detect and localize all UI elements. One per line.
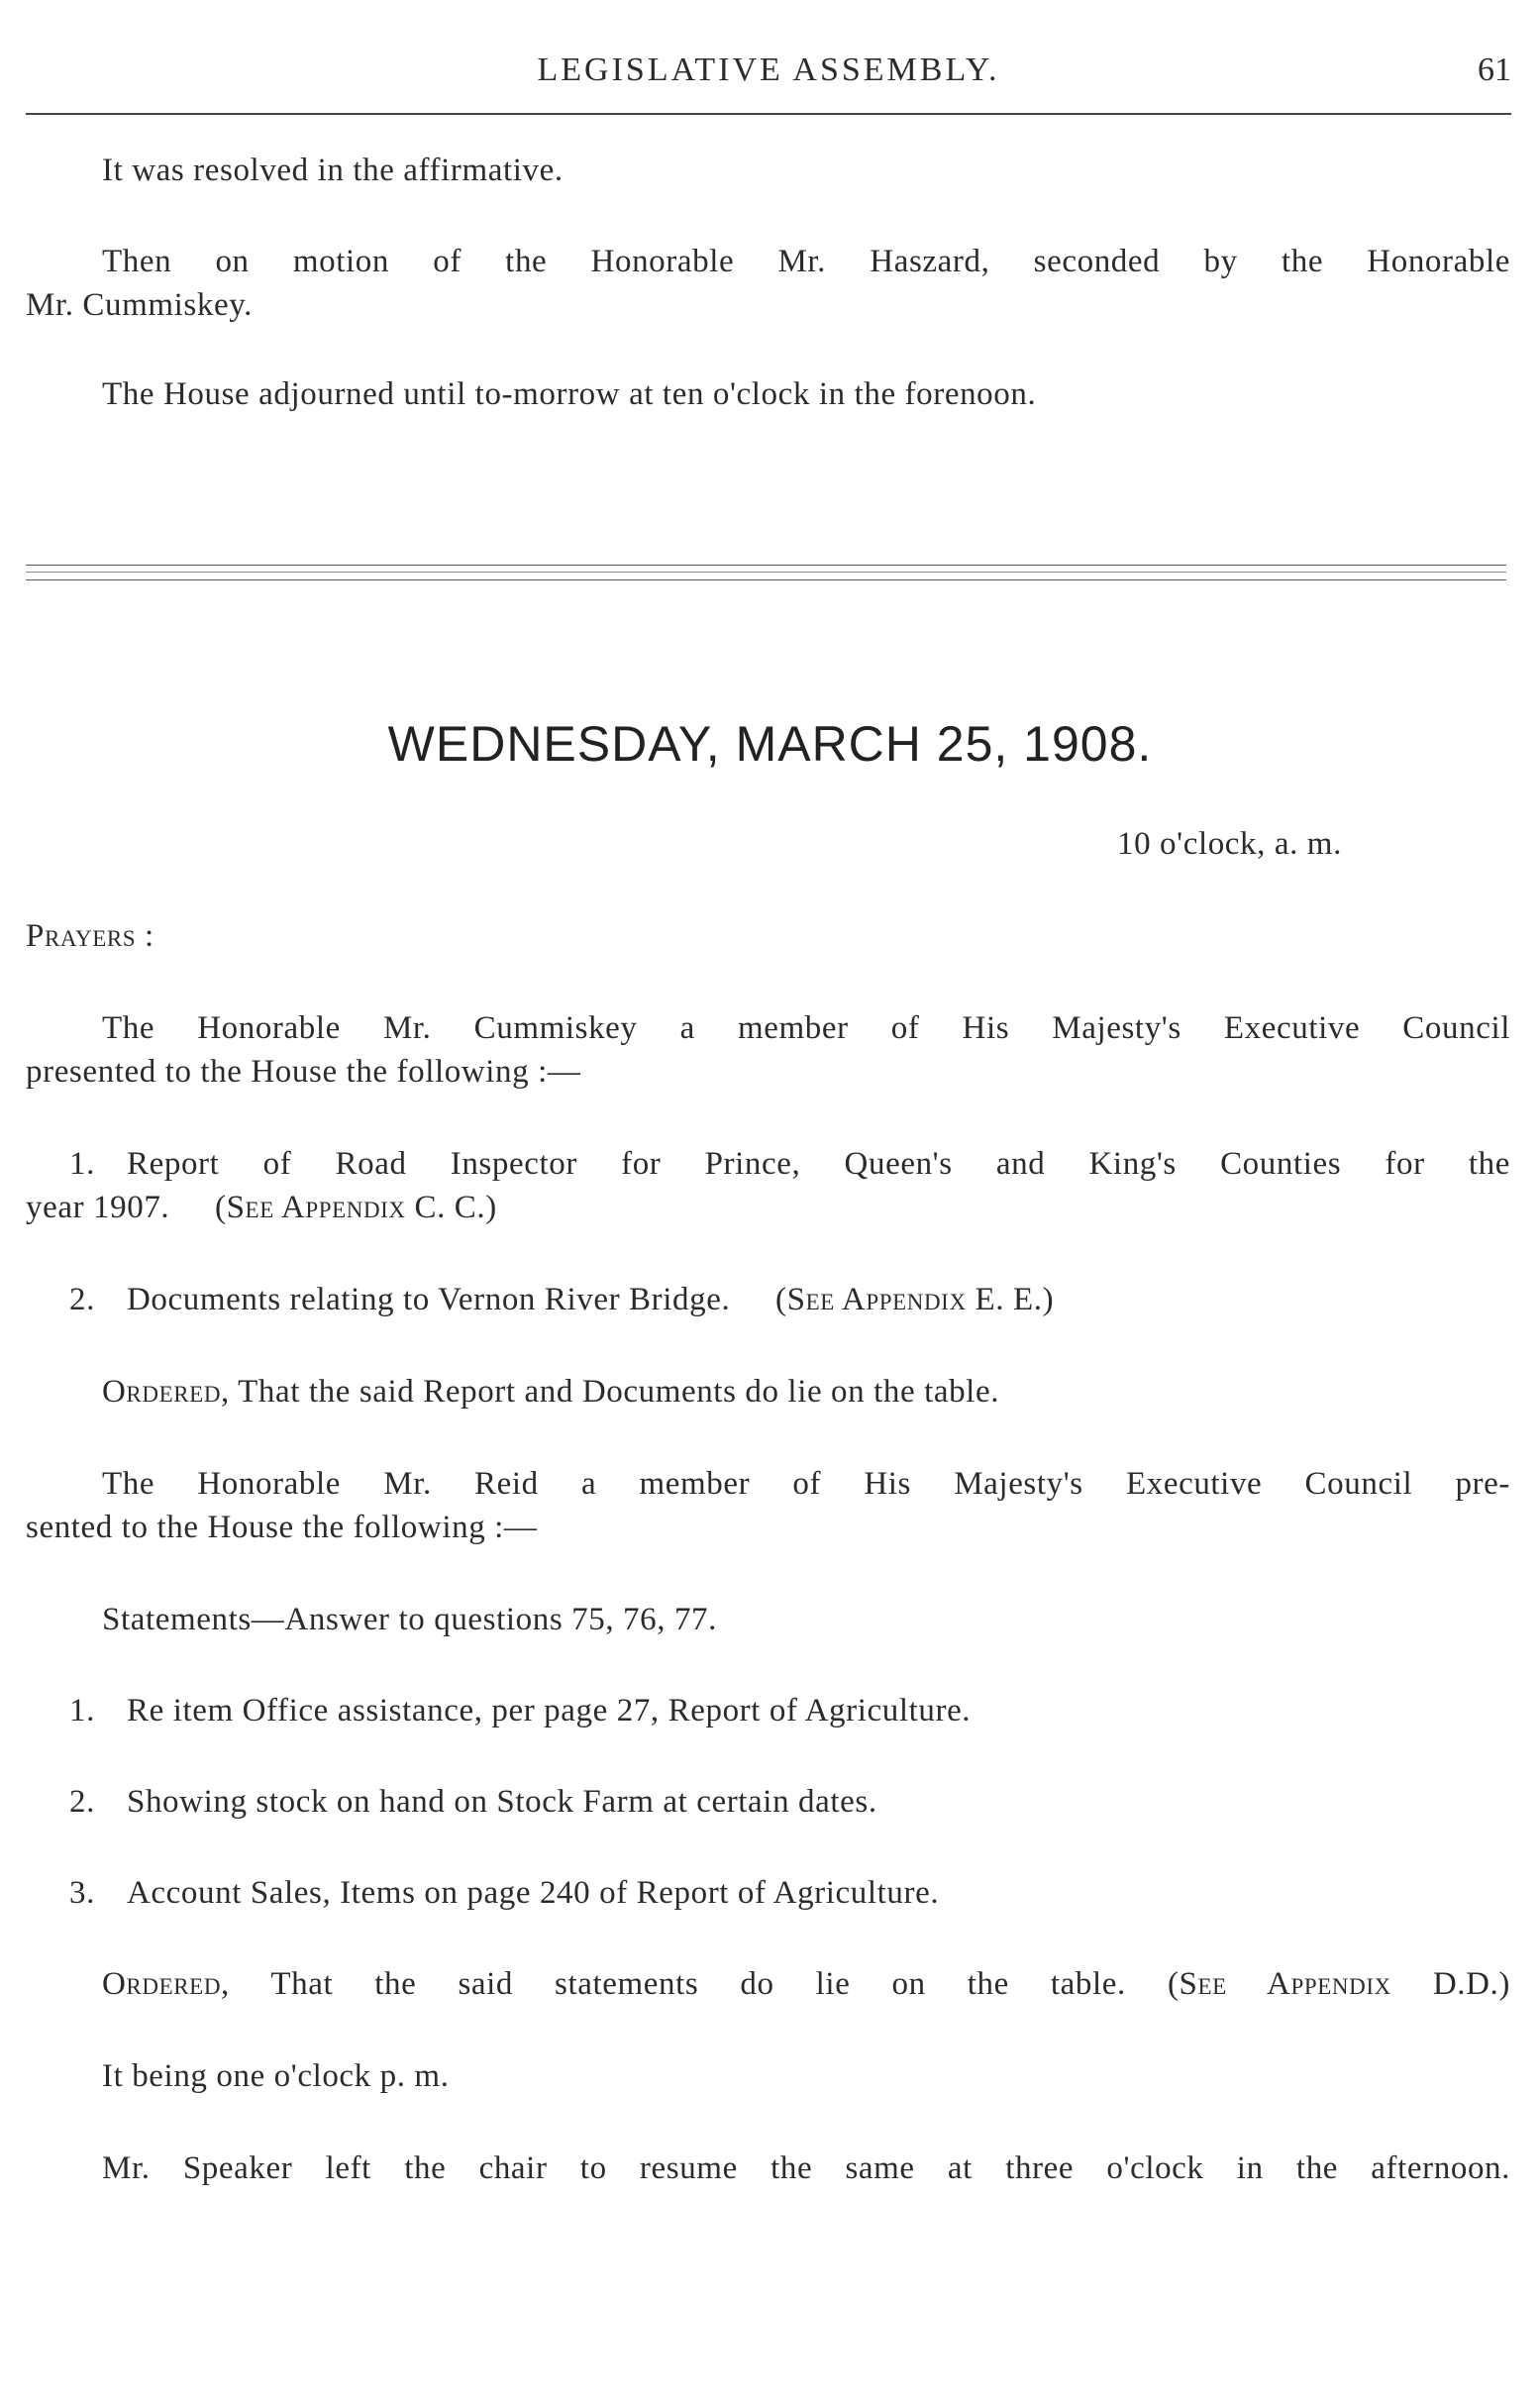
ordered-statements <box>102 1962 1510 2006</box>
motion-line-1: Then on motion of the Honorable Mr. Haszard, seconded by the Honorable <box>102 244 1510 279</box>
page-number: 61 <box>1478 52 1511 88</box>
document-item-1-line-1: Report of Road Inspector for Prince, Queen's and King's Counties for the <box>127 1146 1510 1182</box>
sitting-date-heading: WEDNESDAY, MARCH 25, 1908. <box>387 716 1153 772</box>
ordered-statements-text: That the said statements do lie on the table. <box>270 1966 1126 2002</box>
document-item-1-line-2 <box>26 1186 497 1229</box>
ordered-report <box>102 1370 999 1413</box>
statement-item-1 <box>69 1689 971 1732</box>
running-head: LEGISLATIVE ASSEMBLY. <box>537 52 1000 88</box>
document-item-1-year: year 1907. <box>26 1190 170 1225</box>
motion-line-2: Mr. Cummiskey. <box>26 287 254 323</box>
speaker-text: Mr. Speaker left the chair to resume the same at three o'clock in the afternoon. <box>102 2150 1510 2186</box>
ordered-label: Ordered, <box>102 1966 230 2002</box>
reid-line-2: sented to the House the following :— <box>26 1510 538 1545</box>
document-item-2-number: 2. <box>69 1282 95 1317</box>
statement-item-3-text: Account Sales, Items on page 240 of Report of Agriculture. <box>127 1875 940 1911</box>
document-item-2 <box>69 1278 1054 1321</box>
statement-item-2-text: Showing stock on hand on Stock Farm at certain dates. <box>127 1784 877 1820</box>
adjourned-text: The House adjourned until to-morrow at ten o'clock in the forenoon. <box>102 376 1037 412</box>
resolved-text: It was resolved in the affirmative. <box>102 153 564 188</box>
cummiskey-paragraph <box>102 1006 1510 1050</box>
prayers-label: Prayers : <box>26 918 154 954</box>
ordered-label: Ordered, <box>102 1374 230 1410</box>
statement-item-1-number: 1. <box>69 1693 95 1728</box>
statement-item-2-number: 2. <box>69 1784 95 1820</box>
statement-item-2 <box>69 1780 877 1824</box>
appendix-reference-cc: (See Appendix C. C.) <box>215 1190 497 1225</box>
section-divider <box>26 565 1506 580</box>
motion-paragraph <box>102 240 1510 283</box>
speaker-paragraph <box>102 2146 1510 2190</box>
cummiskey-line-1: The Honorable Mr. Cummiskey a member of His Majesty's Executive Council <box>102 1010 1510 1046</box>
appendix-reference-dd: (See Appendix D.D.) <box>1167 1966 1510 2002</box>
statements-heading: Statements—Answer to questions 75, 76, 77. <box>102 1602 717 1637</box>
statement-item-3 <box>69 1871 939 1915</box>
page-header <box>26 44 1511 115</box>
sitting-time: 10 o'clock, a. m. <box>1117 826 1342 862</box>
document-item-1-number: 1. <box>69 1146 95 1182</box>
cummiskey-line-2: presented to the House the following :— <box>26 1054 581 1090</box>
statement-item-3-number: 3. <box>69 1875 95 1911</box>
document-item-2-text: Documents relating to Vernon River Bridge. <box>127 1282 731 1317</box>
reid-line-1: The Honorable Mr. Reid a member of His Majesty's Executive Council pre- <box>102 1466 1510 1502</box>
appendix-reference-ee: (See Appendix E. E.) <box>775 1282 1055 1317</box>
document-item-1 <box>69 1142 1510 1186</box>
one-oclock-text: It being one o'clock p. m. <box>102 2058 450 2094</box>
ordered-report-text: That the said Report and Documents do lie on the table. <box>238 1374 1000 1410</box>
reid-paragraph <box>102 1462 1510 1506</box>
statement-item-1-text: Re item Office assistance, per page 27, Report of Agriculture. <box>127 1693 972 1728</box>
